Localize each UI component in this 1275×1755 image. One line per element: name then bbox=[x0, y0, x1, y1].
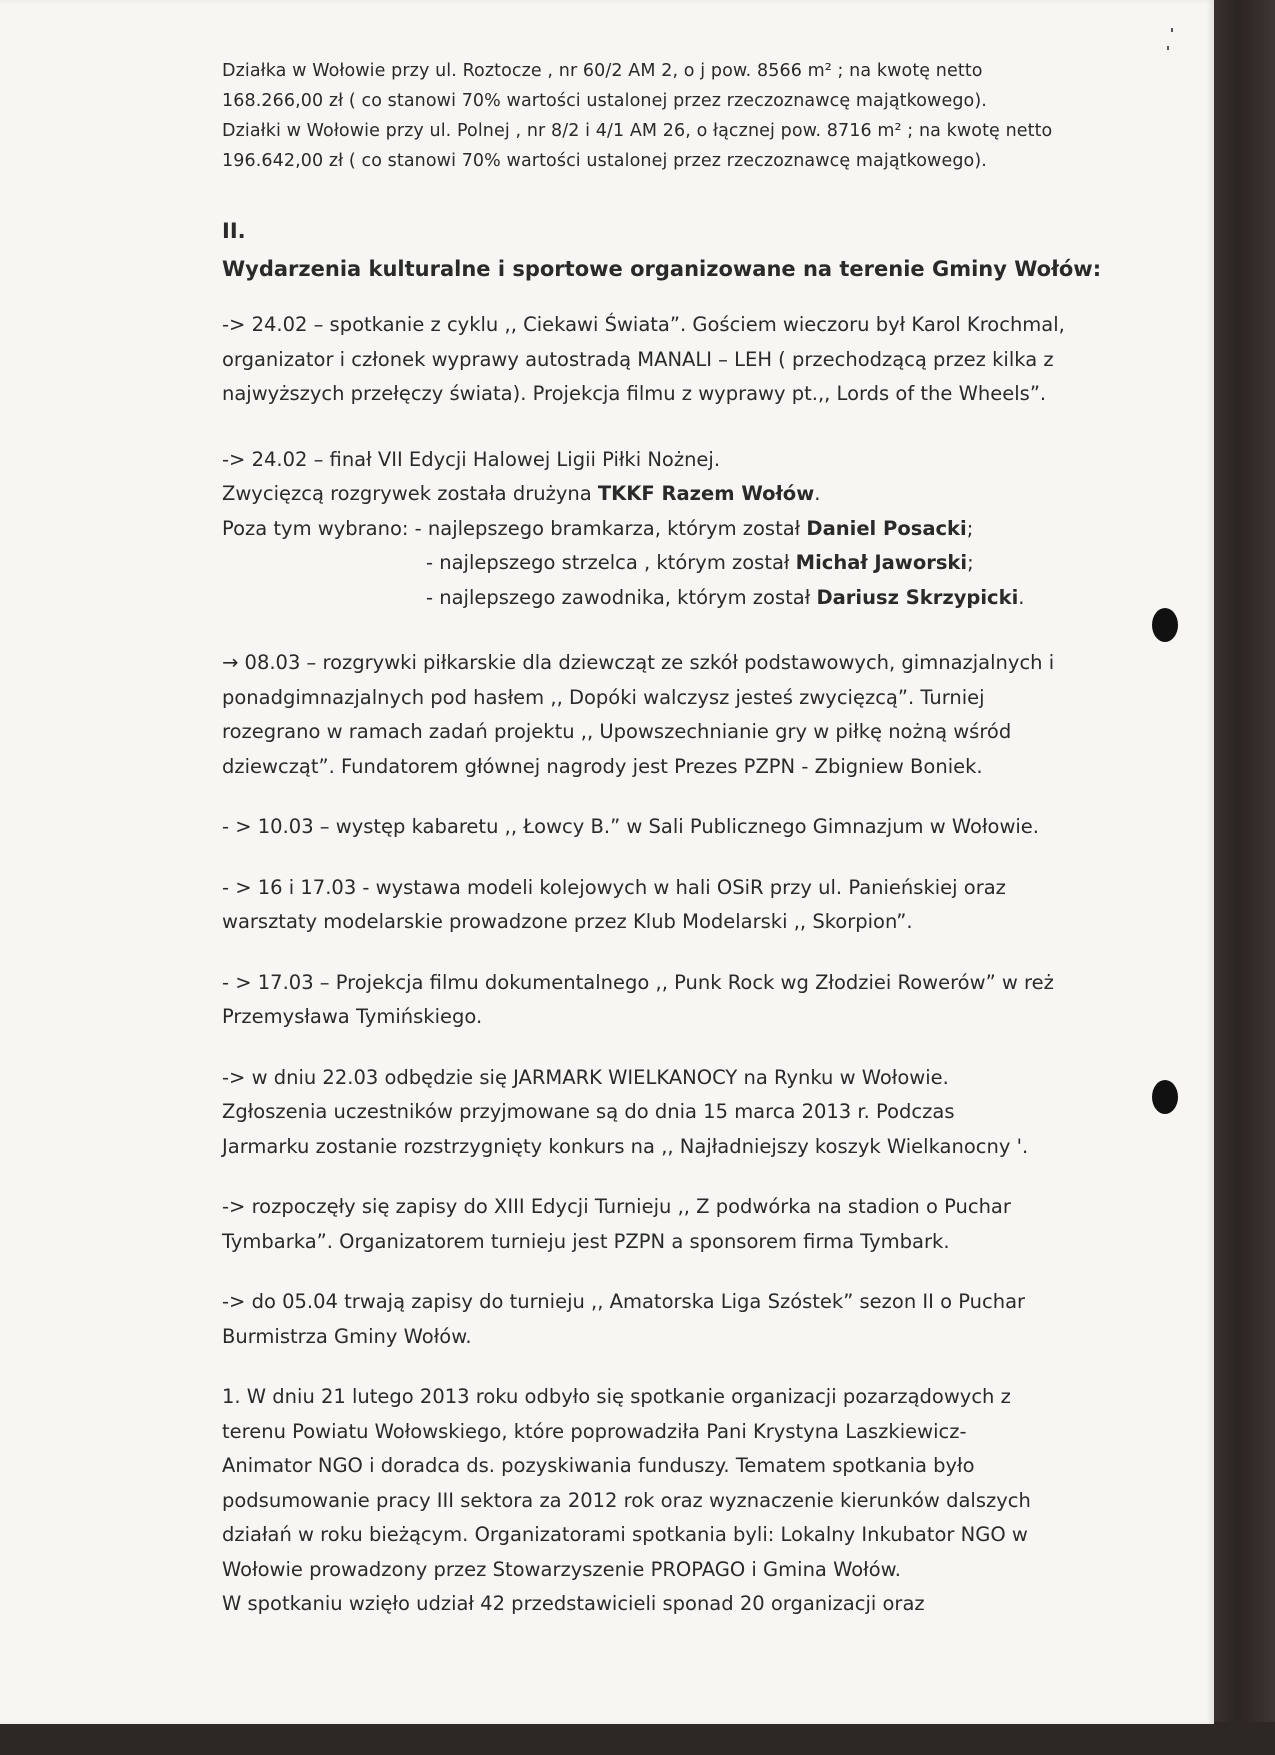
section-title: Wydarzenia kulturalne i sportowe organizowane na terenie Gminy Wołów: bbox=[222, 257, 1102, 281]
text-line bbox=[222, 477, 1102, 512]
scan-speck bbox=[1171, 28, 1173, 32]
text-line: → 08.03 – rozgrywki piłkarskie dla dziewcząt ze szkół podstawowych, gimnazjalnych i bbox=[222, 651, 1055, 674]
text-span: ; bbox=[966, 516, 974, 540]
text-line: podsumowanie pracy III sektora za 2012 rok oraz wyznaczenie kierunków dalszych bbox=[222, 1488, 1031, 1512]
text-line: 196.642,00 zł ( co stanowi 70% wartości ustalonej przez rzeczoznawcę majątkowego). bbox=[222, 151, 987, 171]
text-line: najwyższych przełęczy świata). Projekcja filmu z wyprawy pt.,, Lords of the Wheels”. bbox=[222, 382, 1047, 405]
text-line: Zgłoszenia uczestników przyjmowane są do dnia 15 marca 2013 r. Podczas bbox=[222, 1100, 955, 1123]
text-line: ponadgimnazjalnych pod hasłem ,, Dopóki walczysz jesteś zwycięzcą”. Turniej bbox=[222, 685, 985, 709]
event-item bbox=[222, 966, 1102, 1035]
text-line: dziewcząt”. Fundatorem głównej nagrody jest Prezes PZPN - Zbigniew Boniek. bbox=[222, 754, 983, 778]
text-line: Burmistrza Gminy Wołów. bbox=[222, 1324, 472, 1348]
text-line: -> 24.02 – finał VII Edycji Halowej Ligii Piłki Nożnej. bbox=[222, 447, 721, 471]
text-line: Działka w Wołowie przy ul. Roztocze , nr 60/2 AM 2, o j pow. 8566 m² ; na kwotę netto bbox=[222, 61, 983, 81]
best-scorer: Michał Jaworski bbox=[795, 551, 968, 574]
best-goalkeeper: Daniel Posacki bbox=[806, 516, 967, 540]
text-line: Wołowie prowadzony przez Stowarzyszenie PROPAGO i Gmina Wołów. bbox=[222, 1557, 901, 1581]
text-line: - > 16 i 17.03 - wystawa modeli kolejowych w hali OSiR przy ul. Panieńskiej oraz bbox=[222, 875, 1006, 899]
event-item bbox=[222, 1285, 1102, 1354]
event-item bbox=[222, 308, 1102, 412]
winner-team: TKKF Razem Wołów bbox=[597, 482, 815, 505]
event-item bbox=[222, 646, 1102, 784]
text-line: działań w roku bieżącym. Organizatorami spotkania byli: Lokalny Inkubator NGO w bbox=[222, 1523, 1028, 1546]
text-span: - najlepszego zawodnika, którym został bbox=[426, 585, 817, 609]
scanner-background-right bbox=[1212, 0, 1275, 1755]
scan-speck bbox=[1167, 46, 1169, 50]
event-item bbox=[222, 871, 1102, 940]
text-line: organizator i członek wyprawy autostradą MANALI – LEH ( przechodzącą przez kilka z bbox=[222, 347, 1054, 371]
text-span: . bbox=[814, 482, 821, 505]
scanner-background-bottom bbox=[0, 1722, 1275, 1755]
text-line: Przemysława Tymińskiego. bbox=[222, 1005, 483, 1028]
section-number: II. bbox=[222, 219, 246, 243]
text-line: warsztaty modelarskie prowadzone przez Klub Modelarski ,, Skorpion”. bbox=[222, 910, 913, 933]
text-line bbox=[222, 512, 1102, 547]
text-line bbox=[222, 581, 1102, 616]
text-span: - najlepszego strzelca , którym został bbox=[426, 551, 796, 574]
event-item bbox=[222, 1190, 1102, 1259]
text-span: . bbox=[1018, 585, 1025, 609]
event-item bbox=[222, 1061, 1102, 1165]
text-line: 1. W dniu 21 lutego 2013 roku odbyło się spotkanie organizacji pozarządowych z bbox=[222, 1385, 1011, 1408]
text-span: Zwycięzcą rozgrywek została drużyna bbox=[222, 482, 598, 505]
text-line: terenu Powiatu Wołowskiego, które poprowadziła Pani Krystyna Laszkiewicz- bbox=[222, 1419, 967, 1443]
text-line: Animator NGO i doradca ds. pozyskiwania funduszy. Tematem spotkania było bbox=[222, 1454, 975, 1477]
text-line: -> w dniu 22.03 odbędzie się JARMARK WIELKANOCY na Rynku w Wołowie. bbox=[222, 1065, 949, 1089]
text-line: -> do 05.04 trwają zapisy do turnieju ,, Amatorska Liga Szóstek” sezon II o Puchar bbox=[222, 1290, 1026, 1313]
best-player: Dariusz Skrzypicki bbox=[816, 585, 1019, 609]
punch-hole-bottom bbox=[1152, 1080, 1178, 1114]
punch-hole-top bbox=[1152, 608, 1178, 642]
text-line: Jarmarku zostanie rozstrzygnięty konkurs na ,, Najładniejszy koszyk Wielkanocny '. bbox=[222, 1134, 1029, 1158]
document-body bbox=[222, 56, 1102, 1622]
event-item bbox=[222, 443, 1102, 616]
text-line: Tymbarka”. Organizatorem turnieju jest PZPN a sponsorem firma Tymbark. bbox=[222, 1229, 950, 1253]
text-line: Działki w Wołowie przy ul. Polnej , nr 8/2 i 4/1 AM 26, o łącznej pow. 8716 m² ; na kwotę netto bbox=[222, 121, 1053, 141]
text-line: - > 17.03 – Projekcja filmu dokumentalnego ,, Punk Rock wg Złodziei Rowerów” w reż bbox=[222, 970, 1054, 994]
text-span: ; bbox=[967, 551, 974, 574]
event-item bbox=[222, 810, 1102, 845]
text-line: W spotkaniu wzięło udział 42 przedstawicieli sponad 20 organizacji oraz bbox=[222, 1592, 925, 1615]
text-line: rozegrano w ramach zadań projektu ,, Upowszechnianie gry w piłkę nożną wśród bbox=[222, 720, 1012, 743]
text-line: -> 24.02 – spotkanie z cyklu ,, Ciekawi Świata”. Gościem wieczoru był Karol Krochmal, bbox=[222, 313, 1065, 336]
numbered-paragraph bbox=[222, 1380, 1102, 1622]
text-line bbox=[222, 546, 1102, 581]
text-line: -> rozpoczęły się zapisy do XIII Edycji Turnieju ,, Z podwórka na stadion o Puchar bbox=[222, 1195, 1011, 1218]
text-span: Poza tym wybrano: - najlepszego bramkarza, którym został bbox=[222, 516, 807, 540]
text-line: 168.266,00 zł ( co stanowi 70% wartości ustalonej przez rzeczoznawcę majątkowego). bbox=[222, 91, 987, 111]
property-listing bbox=[222, 56, 1102, 176]
text-line: - > 10.03 – występ kabaretu ,, Łowcy B.” w Sali Publicznego Gimnazjum w Wołowie. bbox=[222, 815, 1040, 838]
